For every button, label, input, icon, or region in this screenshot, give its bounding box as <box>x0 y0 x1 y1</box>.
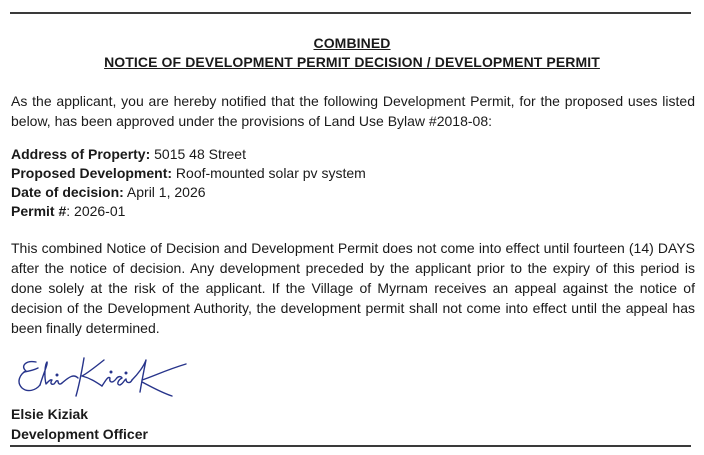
address-value: 5015 48 Street <box>150 146 246 162</box>
document-heading-title: NOTICE OF DEVELOPMENT PERMIT DECISION / DEVELOPMENT PERMIT <box>104 54 600 70</box>
development-row <box>11 164 695 183</box>
handwritten-signature <box>14 352 194 404</box>
date-row <box>11 183 695 202</box>
date-value: April 1, 2026 <box>123 184 206 200</box>
date-label: Date of decision: <box>11 184 124 200</box>
signer-name: Elsie Kiziak <box>11 406 89 422</box>
permit-row <box>11 202 695 221</box>
signer-title: Development Officer <box>11 426 148 442</box>
signer-block <box>11 404 148 444</box>
address-row <box>11 145 695 164</box>
permit-value: : 2026-01 <box>66 203 126 219</box>
permit-label: Permit # <box>11 203 67 219</box>
top-rule <box>10 12 691 14</box>
document-heading-combined: COMBINED <box>313 35 391 51</box>
development-value: Roof-mounted solar pv system <box>172 165 366 181</box>
intro-paragraph: As the applicant, you are hereby notified that the following Development Permit, for the proposed uses listed below, has been approved under the provisions of Land Use Bylaw #2018-08: <box>11 93 695 129</box>
bottom-rule <box>10 445 691 447</box>
permit-details <box>11 145 695 221</box>
development-label: Proposed Development: <box>11 165 173 181</box>
address-label: Address of Property: <box>11 146 151 162</box>
notice-paragraph: This combined Notice of Decision and Development Permit does not come into effect until fourteen (14) DAYS after the notice of decision. Any development preceded by the applicant prior to the expiry of this period is done solely at the risk of the applicant. If the Village of Myrnam receives an appeal against the notice of decision of the Development Authority, the development permit shall not come into effect until the appeal has been finally determined. <box>11 240 695 336</box>
